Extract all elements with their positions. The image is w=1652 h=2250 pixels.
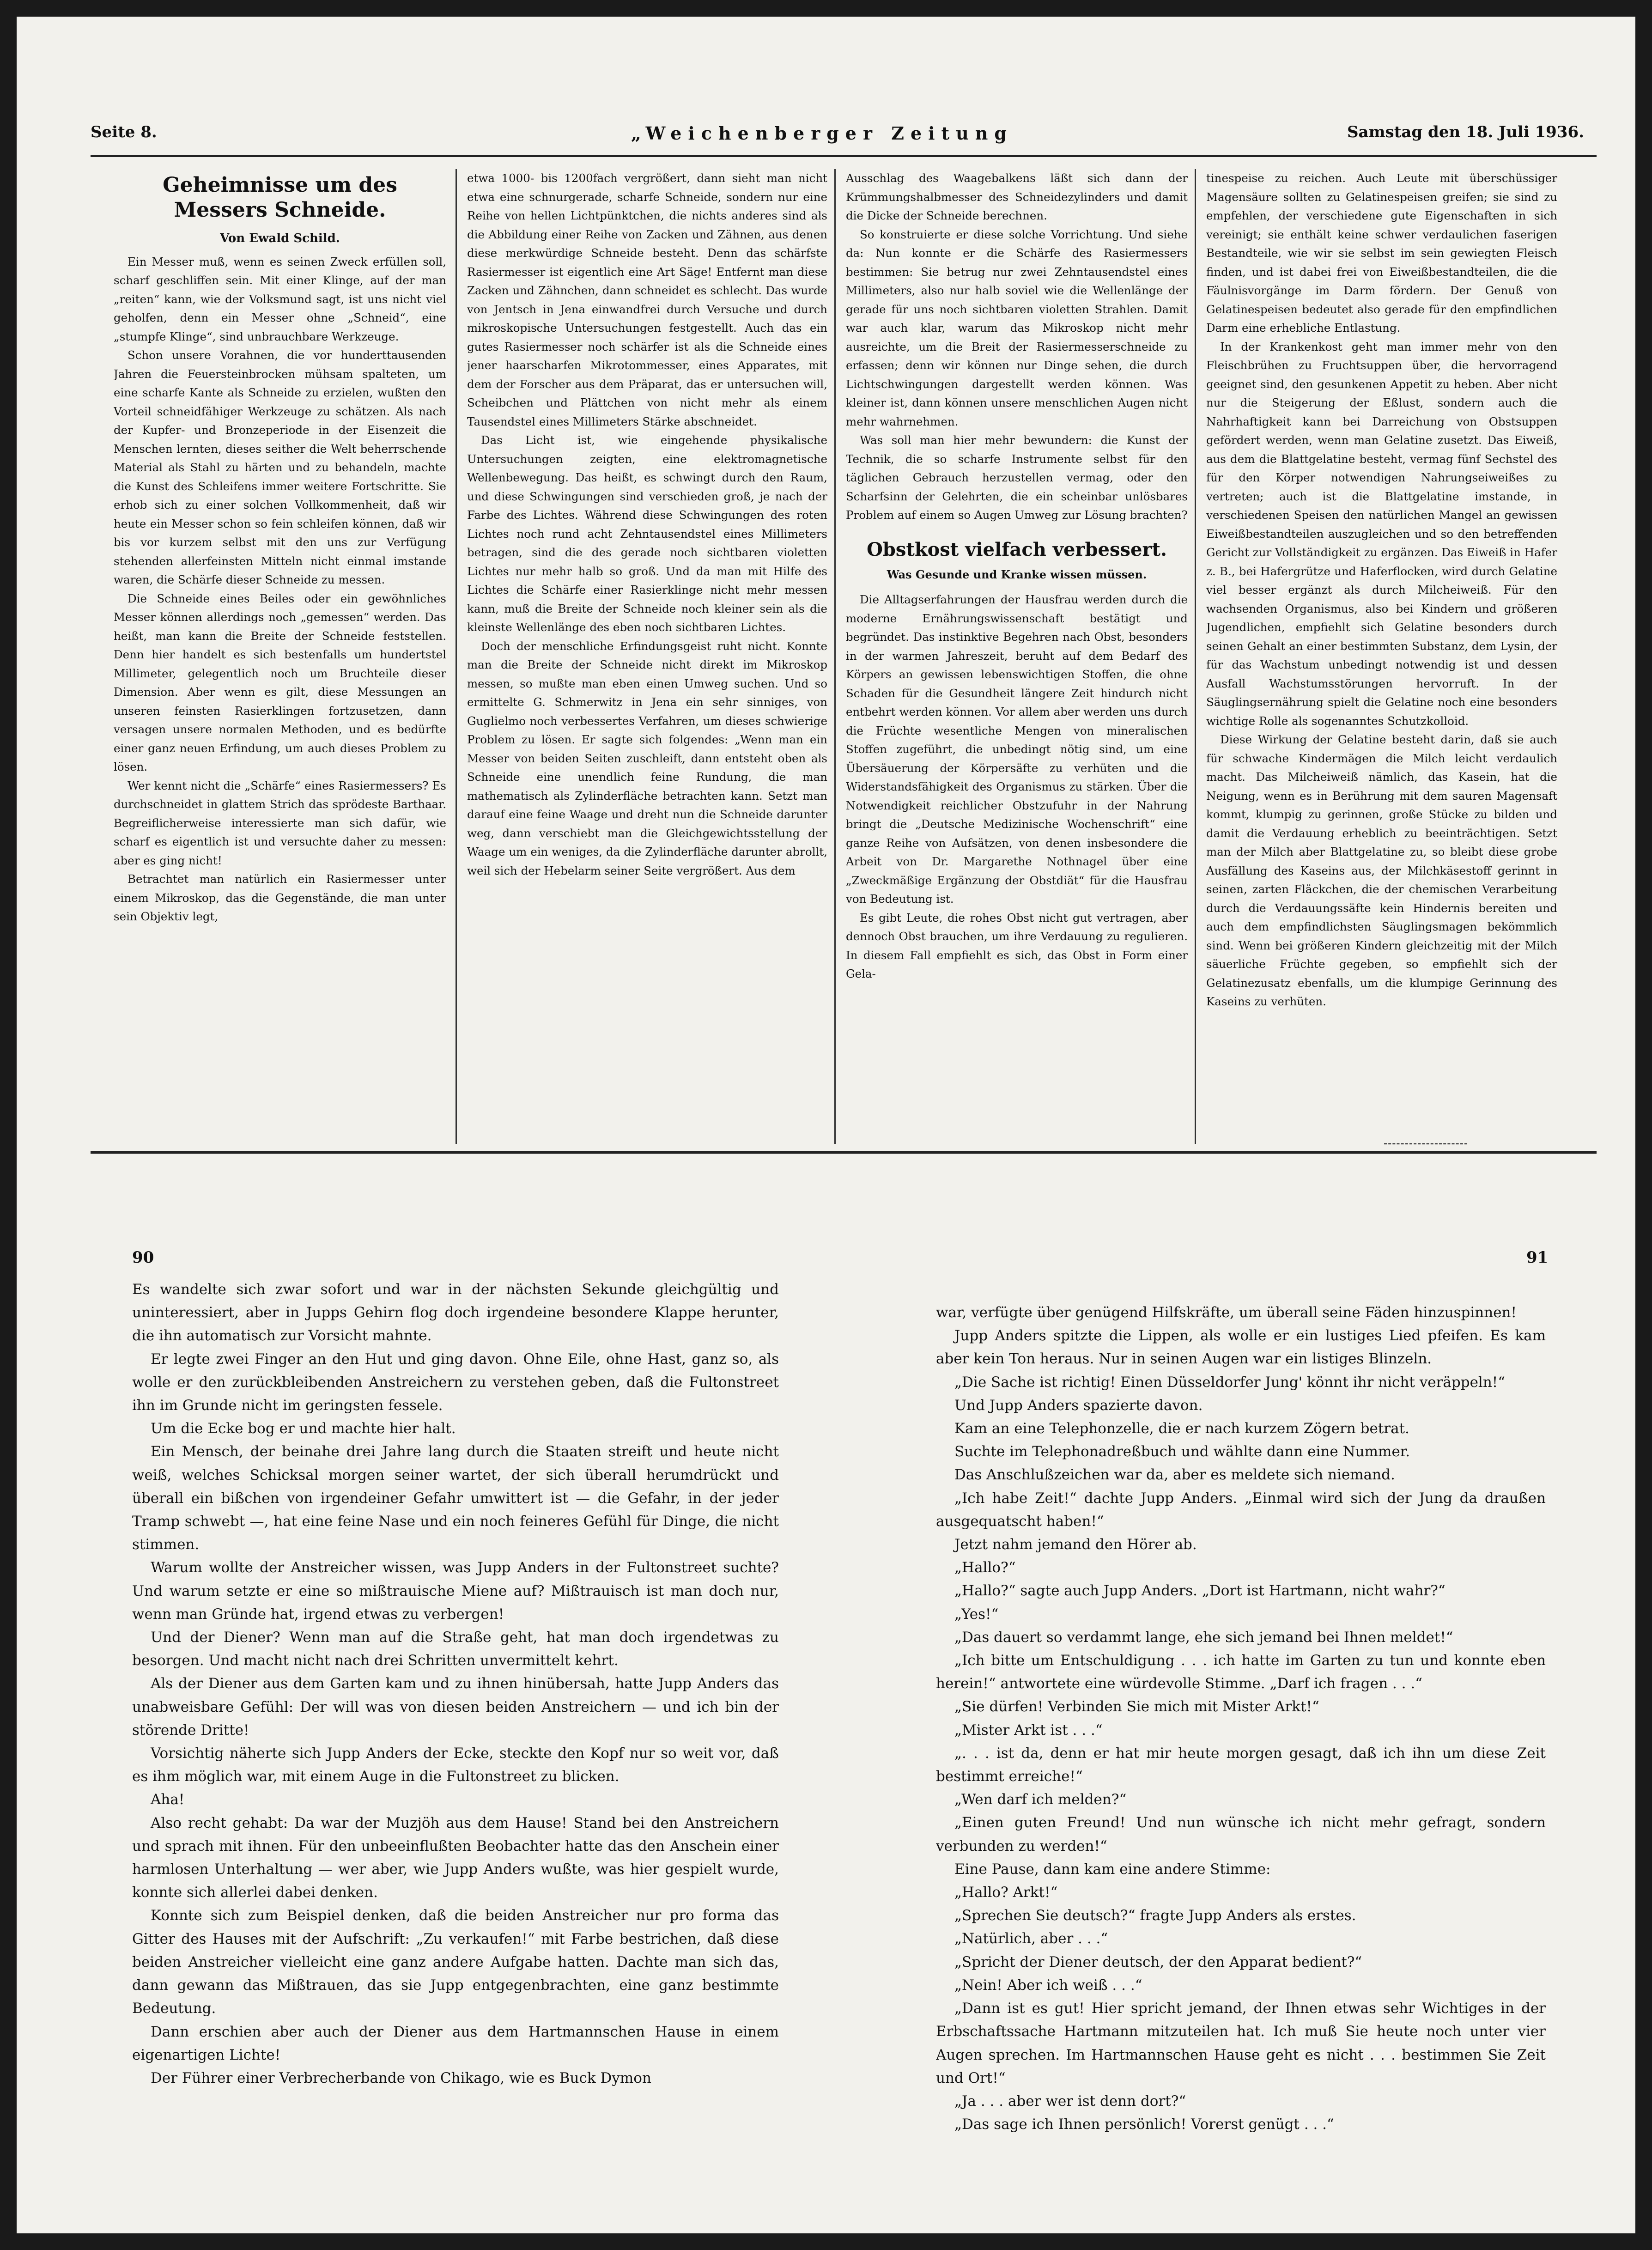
story-paragraph: „Mister Arkt ist . . .“	[954, 1721, 1103, 1739]
section-rule	[91, 1151, 1597, 1154]
article2-column4	[1206, 169, 1557, 1125]
story-paragraph: Ein Mensch, der beinahe drei Jahre lang durch die Staaten streift und heute nicht weiß, welches Schicksal morgen seiner wartet, der sich überall herumdrückt und überall ein bißchen von irgendeiner Gefahr umwittert ist — die Gefahr, in der jeder Tramp schwebt —, hat eine feine Nase und ein noch feineres Gefühl für Dinge, die nicht stimmen.	[132, 1443, 779, 1553]
story-paragraph: war, verfügte über genügend Hilfskräfte, um überall seine Fäden hinzuspinnen!	[936, 1304, 1517, 1321]
column-divider	[1195, 169, 1196, 1144]
header-page-label: Seite 8.	[91, 123, 157, 141]
story-paragraph: Und Jupp Anders spazierte davon.	[954, 1397, 1203, 1414]
story-paragraph: „Yes!“	[954, 1605, 999, 1623]
story-paragraph: Jetzt nahm jemand den Hörer ab.	[954, 1536, 1197, 1553]
story-paragraph: „Ich bitte um Entschuldigung . . . ich hatte im Garten zu tun und konnte eben herein!“ antwortete eine würdevolle Stimme. „Darf ich fragen . . .“	[936, 1652, 1546, 1692]
story-paragraph: Also recht gehabt: Da war der Muzjöh aus dem Hause! Stand bei den Anstreichern und sprach mit ihnen. Für den unbeeinflußten Beobachter hatte das den Anschein einer harmlosen Unterhaltung — wer aber, wie Jupp Anders wußte, was hier gespielt wurde, konnte sich allerlei dabei denken.	[132, 1814, 779, 1901]
story-paragraph: „Wen darf ich melden?“	[954, 1791, 1127, 1808]
story-paragraph: Das Anschlußzeichen war da, aber es meldete sich niemand.	[954, 1466, 1395, 1484]
story-paragraph: „Natürlich, aber . . .“	[954, 1930, 1108, 1947]
page-number-right: 91	[1526, 1248, 1549, 1267]
story-paragraph: Konnte sich zum Beispiel denken, daß die beiden Anstreicher nur pro forma das Gitter des Hauses mit der Aufschrift: „Zu verkaufen!“ mit Farbe bestrichen, daß diese beiden Anstreicher vielleicht eine ganz andere Aufgabe hatten. Dachte man sich das, dann gewann das Mißtrauen, das sie Jupp entgegenbrachten, eine ganz bestimmte Bedeutung.	[132, 1907, 779, 2017]
story-paragraph: Kam an eine Telephonzelle, die er nach kurzem Zögern betrat.	[954, 1420, 1409, 1437]
story-paragraph: Und der Diener? Wenn man auf die Straße geht, hat man doch irgendetwas zu besorgen. Und macht nicht nach drei Schritten unvermittelt kehrt.	[132, 1629, 779, 1669]
header-rule	[91, 155, 1597, 157]
article-end-separator	[1384, 1143, 1467, 1146]
story-paragraph: Vorsichtig näherte sich Jupp Anders der Ecke, steckte den Kopf nur so weit vor, daß es ihm möglich war, mit einem Auge in die Fultonstreet zu blicken.	[132, 1745, 779, 1785]
article2-paragraph: Die Alltagserfahrungen der Hausfrau werden durch die moderne Ernährungswissenschaft bestätigt und begründet. Das instinktive Begehren nach Obst, besonders in der warmen Jahreszeit, beruht auf dem Bedarf des Körpers an gewissen lebenswichtigen Stoffen, die ohne Schaden für die Gesundheit längere Zeit hindurch nicht entbehrt werden können. Vor allem aber werden uns durch die Früchte wesentliche Mengen von mineralischen Stoffen zugeführt, die unbedingt nötig sind, um eine Übersäuerung der Körpersäfte zu verhüten und die Widerstandsfähigkeit des Organismus zu stärken. Über die Notwendigkeit reichlicher Obstzufuhr in der Nahrung bringt die „Deutsche Medizinische Wochenschrift“ eine ganze Reihe von Aufsätzen, von denen insbesondere die Arbeit von Dr. Margarethe Nothnagel über eine „Zweckmäßige Ergänzung der Obstdiät“ für die Hausfrau von Bedeutung ist.	[846, 593, 1188, 906]
story-paragraph: Als der Diener aus dem Garten kam und zu ihnen hinübersah, hatte Jupp Anders das unabweisbare Gefühl: Der will was von diesen beiden Anstreichern — und ich bin der störende Dritte!	[132, 1675, 779, 1739]
story-right-page	[936, 1301, 1546, 2197]
story-paragraph: „Hallo? Arkt!“	[954, 1884, 1058, 1901]
story-paragraph: Dann erschien aber auch der Diener aus dem Hartmannschen Hause in einem eigenartigen Lichte!	[132, 2023, 779, 2063]
story-paragraph: Um die Ecke bog er und machte hier halt.	[151, 1420, 456, 1437]
article1-paragraph: Wer kennt nicht die „Schärfe“ eines Rasiermessers? Es durchschneidet in glattem Strich das sprödeste Barthaar. Begreiflicherweise interessierte man sich dafür, wie scharf es eigentlich ist und versuchte daher zu messen: aber es ging nicht!	[114, 778, 446, 867]
story-paragraph: „Einen guten Freund! Und nun wünsche ich nicht mehr gefragt, sondern verbunden zu werden!“	[936, 1814, 1546, 1855]
article1-byline: Von Ewald Schild.	[220, 231, 340, 245]
article2-paragraph: Es gibt Leute, die rohes Obst nicht gut vertragen, aber dennoch Obst brauchen, um ihre Verdauung zu regulieren. In diesem Fall empfiehlt es sich, das Obst in Form einer Gela-	[846, 911, 1188, 980]
article1-title: Geheimnisse um des Messers Schneide.	[163, 173, 397, 222]
article1-paragraph: Doch der menschliche Erfindungsgeist ruht nicht. Konnte man die Breite der Schneide nicht direkt im Mikroskop messen, so mußte man eben einen Umweg suchen. Und so ermittelte G. Schmerwitz in Jena ein sehr sinniges, von Guglielmo noch verbessertes Verfahren, um dieses schwierige Problem zu lösen. Er sagte sich folgendes: „Wenn man ein Messer von beiden Seiten zuschleift, dann entsteht oben als Schneide eine unendlich feine Rundung, die man mathematisch als Zylinderfläche betrachten kann. Setzt man darauf eine feine Waage und dreht nun die Schneide darunter weg, dann verschiebt man die Gleichgewichtsstellung der Waage um ein weniges, da die Zylinderfläche darunter abrollt, weil sich der Hebelarm seiner Seite vergrößert. Aus dem	[467, 639, 827, 877]
article2-paragraph: In der Krankenkost geht man immer mehr von den Fleischbrühen zu Fruchtsuppen über, die hervorragend geeignet sind, den gesunkenen Appetit zu heben. Aber nicht nur die Steigerung der Eßlust, sondern auch die Nahrhaftigkeit kann bei Darreichung von Obstsuppen gefördert werden, wenn man Gelatine zusetzt. Das Eiweiß, aus dem die Blattgelatine besteht, vermag fünf Sechstel des für den Körper notwendigen Nahrungseiweißes zu vertreten; auch ist die Blattgelatine imstande, in verschiedenen Speisen den natürlichen Mangel an gewissen Eiweißbestandteilen auszugleichen und so den betreffenden Gericht zur Vollständigkeit zu ergänzen. Das Eiweiß in Hafer z. B., bei Hafergrütze und Haferflocken, wird durch Gelatine viel besser ergänzt als durch Milcheiweiß. Für den wachsenden Organismus, also bei Kindern und größeren Jugendlichen, empfiehlt sich Gelatine besonders durch seinen Gehalt an einer bestimmten Substanz, dem Lysin, der für das Wachstum unbedingt notwendig ist und dessen Ausfall Wachstumsstörungen hervorruft. In der Säuglingsernährung spielt die Gelatine noch eine besonders wichtige Rolle als sogenanntes Schutzkolloid.	[1206, 340, 1557, 728]
story-paragraph: „Das sage ich Ihnen persönlich! Vorerst genügt . . .“	[954, 2116, 1334, 2133]
story-paragraph: Er legte zwei Finger an den Hut und ging davon. Ohne Eile, ohne Hast, ganz so, als wolle er den zurückbleibenden Anstreichern zu verstehen geben, daß die Fultonstreet ihn im Grunde nicht im geringsten fessele.	[132, 1350, 779, 1414]
article1-paragraph: Was soll man hier mehr bewundern: die Kunst der Technik, die so scharfe Instrumente selbst für den täglichen Gebrauch herzustellen vermag, oder den Scharfsinn der Gelehrten, die ein scheinbar unlösbares Problem auf einem so Augen Umweg zur Lösung brachten?	[846, 433, 1188, 522]
column3	[846, 169, 1188, 1144]
article1-paragraph: Ausschlag des Waagebalkens läßt sich dann der Krümmungshalbmesser des Schneidezylinders und damit die Dicke der Schneide berechnen.	[846, 171, 1188, 222]
story-paragraph: „Spricht der Diener deutsch, der den Apparat bedient?“	[954, 1953, 1362, 1970]
story-paragraph: Eine Pause, dann kam eine andere Stimme:	[954, 1861, 1271, 1878]
story-paragraph: „Hallo?“	[954, 1559, 1016, 1576]
story-paragraph: „Sie dürfen! Verbinden Sie mich mit Mister Arkt!“	[954, 1698, 1319, 1715]
newspaper-page	[17, 17, 1635, 2233]
article1-column2	[467, 169, 827, 1144]
article1-paragraph: Schon unsere Vorahnen, die vor hunderttausenden Jahren die Feuersteinbrocken mühsam spalteten, um eine scharfe Kante als Schneide zu erzielen, wußten den Vorteil schneidfähiger Werkzeuge zu schätzen. Als nach der Kupfer- und Bronzeperiode in der Eisenzeit die Menschen lernten, dieses seither die Welt beherrschende Material als Stahl zu härten und zu behandeln, machte die Kunst des Schleifens immer weitere Fortschritte. Sie erhob sich zu einer solchen Vollkommenheit, daß wir heute ein Messer schon so fein schleifen können, daß wir bis vor kurzem selbst mit den uns zur Verfügung stehenden allerfeinsten Mitteln nicht einmal imstande waren, die Schärfe dieser Schneide zu messen.	[114, 348, 446, 586]
story-left-page	[132, 1278, 779, 2193]
article2-paragraph: Diese Wirkung der Gelatine besteht darin, daß sie auch für schwache Kindermägen die Milch leicht verdaulich macht. Das Milcheiweiß nämlich, das Kasein, hat die Neigung, wenn es in Berührung mit dem sauren Magensaft kommt, klumpig zu gerinnen, große Stücke zu bilden und damit die Verdauung erheblich zu beeinträchtigen. Setzt man der Milch aber Blattgelatine zu, so bleibt diese grobe Ausfällung des Kaseins aus, der Milchkäsestoff gerinnt in seinen, zarten Fläckchen, die der chemischen Verarbeitung durch die Verdauungssäfte kein Hindernis bereiten und auch dem empfindlichsten Säuglingsmagen bekömmlich sind. Wenn bei größeren Kindern gleichzeitig mit der Milch säuerliche Früchte gegeben, so empfiehlt sich der Gelatinezusatz ebenfalls, um die klumpige Gerinnung des Kaseins zu verhüten.	[1206, 733, 1557, 1008]
story-paragraph: „Das dauert so verdammt lange, ehe sich jemand bei Ihnen meldet!“	[954, 1629, 1453, 1646]
story-paragraph: „Sprechen Sie deutsch?“ fragte Jupp Anders als erstes.	[954, 1907, 1356, 1924]
story-paragraph: Aha!	[151, 1791, 185, 1808]
story-paragraph: Warum wollte der Anstreicher wissen, was Jupp Anders in der Fultonstreet suchte? Und warum setzte er eine so mißtrauische Miene auf? Mißtrauisch ist man doch nur, wenn man Gründe hat, irgend etwas zu verbergen!	[132, 1559, 779, 1623]
article1-paragraph: Die Schneide eines Beiles oder ein gewöhnliches Messer können allerdings noch „gemessen“ werden. Das heißt, man kann die Breite der Schneide feststellen. Denn hier handelt es sich bestenfalls um hundertstel Millimeter, gelegentlich noch um Bruchteile dieser Dimension. Aber wenn es gilt, diese Messungen an unseren feinsten Rasierklingen fortzusetzen, dann versagen unsere normalen Methoden, und es bedürfte einer ganz neuen Erfindung, um auch dieses Problem zu lösen.	[114, 591, 446, 773]
story-paragraph: Jupp Anders spitzte die Lippen, als wolle er ein lustiges Lied pfeifen. Es kam aber kein Ton heraus. Nur in seinen Augen war ein listiges Blinzeln.	[936, 1327, 1546, 1368]
story-paragraph: Der Führer einer Verbrecherbande von Chikago, wie es Buck Dymon	[151, 2069, 651, 2086]
article1-paragraph: Betrachtet man natürlich ein Rasiermesser unter einem Mikroskop, das die Gegenstände, die man unter sein Objektiv legt,	[114, 872, 446, 923]
story-paragraph: „Ja . . . aber wer ist denn dort?“	[954, 2092, 1186, 2110]
column-divider	[834, 169, 836, 1144]
story-paragraph: „. . . ist da, denn er hat mir heute morgen gesagt, daß ich ihn um diese Zeit bestimmt erreiche!“	[936, 1745, 1546, 1785]
story-paragraph: „Nein! Aber ich weiß . . .“	[954, 1976, 1142, 1994]
header-masthead: „Weichenberger Zeitung	[631, 123, 1013, 144]
article2-paragraph: tinespeise zu reichen. Auch Leute mit überschüssiger Magensäure sollten zu Gelatinespeisen greifen; sie sind zu empfehlen, der verschiedene gute Eigenschaften in sich vereinigt; sie enthält keine schwer verdaulichen faserigen Bestandteile, wie wir sie selbst im sein gewiegten Fleisch finden, und ist dabei frei von Eiweißbestandteilen, die die Fäulnisvorgänge im Darm fördern. Der Genuß von Gelatinespeisen bedeutet also gerade für den empfindlichen Darm eine erhebliche Entlastung.	[1206, 171, 1557, 334]
article1-column1	[114, 169, 446, 1144]
story-paragraph: „Dann ist es gut! Hier spricht jemand, der Ihnen etwas sehr Wichtiges in der Erbschaftssache Hartmann mitzuteilen hat. Ich muß Sie heute noch unter vier Augen sprechen. Im Hartmannschen Hause geht es nicht . . . bestimmen Sie Zeit und Ort!“	[936, 2000, 1546, 2086]
column-divider	[456, 169, 457, 1144]
header-date: Samstag den 18. Juli 1936.	[1347, 123, 1584, 141]
article1-paragraph: So konstruierte er diese solche Vorrichtung. Und siehe da: Nun konnte er die Schärfe des Rasiermessers bestimmen: Sie betrug nur zwei Zehntausendstel eines Millimeters, also nur halb soviel wie die Wellenlänge der gerade für uns noch sichtbaren violetten Strahlen. Damit war auch klar, warum das Mikroskop nicht mehr ausreichte, um die Breit der Rasiermesserschneide zu erfassen; denn wir können nur Dinge sehen, die durch Lichtschwingungen dargestellt werden können. Was kleiner ist, dann können unsere menschlichen Augen nicht mehr wahrnehmen.	[846, 227, 1188, 428]
story-paragraph: „Die Sache ist richtig! Einen Düsseldorfer Jung' könnt ihr nicht veräppeln!“	[954, 1374, 1506, 1391]
article1-paragraph: etwa 1000- bis 1200fach vergrößert, dann sieht man nicht etwa eine schnurgerade, scharfe Schneide, sondern nur eine Reihe von hellen Lichtpünktchen, die nichts anderes sind als die Abbildung einer Reihe von Zacken und Zähnen, aus denen diese merkwürdige Schneide besteht. Denn das schärfste Rasiermesser ist eigentlich eine Art Säge! Entfernt man diese Zacken und Zähnchen, dann schneidet es schlecht. Das wurde von Jentsch in Jena einwandfrei durch Versuche und durch mikroskopische Untersuchungen festgestellt. Auch das ein gutes Rasiermesser noch schärfer ist als die Schneide eines jener haarscharfen Mikrotommesser, eines Apparates, mit dem der Forscher aus dem Präparat, das er untersuchen will, Scheibchen und Plättchen von nicht mehr als einem Tausendstel eines Millimeters Stärke abschneidet.	[467, 171, 827, 428]
story-paragraph: „Hallo?“ sagte auch Jupp Anders. „Dort ist Hartmann, nicht wahr?“	[954, 1582, 1446, 1599]
article1-paragraph: Ein Messer muß, wenn es seinen Zweck erfüllen soll, scharf geschliffen sein. Mit einer Klinge, auf der man „reiten“ kann, wie der Volksmund sagt, ist uns nicht viel geholfen, denn ein Messer ohne „Schneid“, eine „stumpfe Klinge“, sind unbrauchbare Werkzeuge.	[114, 255, 446, 343]
article2-title: Obstkost vielfach verbessert.	[867, 538, 1167, 560]
story-paragraph: Es wandelte sich zwar sofort und war in der nächsten Sekunde gleichgültig und uninteressiert, aber in Jupps Gehirn flog doch irgendeine besondere Klappe herunter, die ihn automatisch zur Vorsicht mahnte.	[132, 1281, 779, 1344]
article1-paragraph: Das Licht ist, wie eingehende physikalische Untersuchungen zeigten, eine elektromagnetische Wellenbewegung. Das heißt, es schwingt durch den Raum, und diese Schwingungen sind verschieden groß, je nach der Farbe des Lichtes. Während diese Schwingungen des roten Lichtes noch rund acht Zehntausendstel eines Millimeters betragen, sind die des gerade noch sichtbaren violetten Lichtes nur mehr halb so groß. Und da man mit Hilfe des Lichtes die Schärfe einer Rasierklinge nicht mehr messen kann, muß die Breite der Schneide noch kleiner sein als die kleinste Wellenlänge des eben noch sichtbaren Lichtes.	[467, 433, 827, 634]
page-number-left: 90	[132, 1248, 154, 1267]
article2-subtitle: Was Gesunde und Kranke wissen müssen.	[887, 567, 1147, 581]
story-paragraph: Suchte im Telephonadreßbuch und wählte dann eine Nummer.	[954, 1443, 1410, 1460]
story-paragraph: „Ich habe Zeit!“ dachte Jupp Anders. „Einmal wird sich der Jung da draußen ausgequatscht haben!“	[936, 1490, 1546, 1530]
